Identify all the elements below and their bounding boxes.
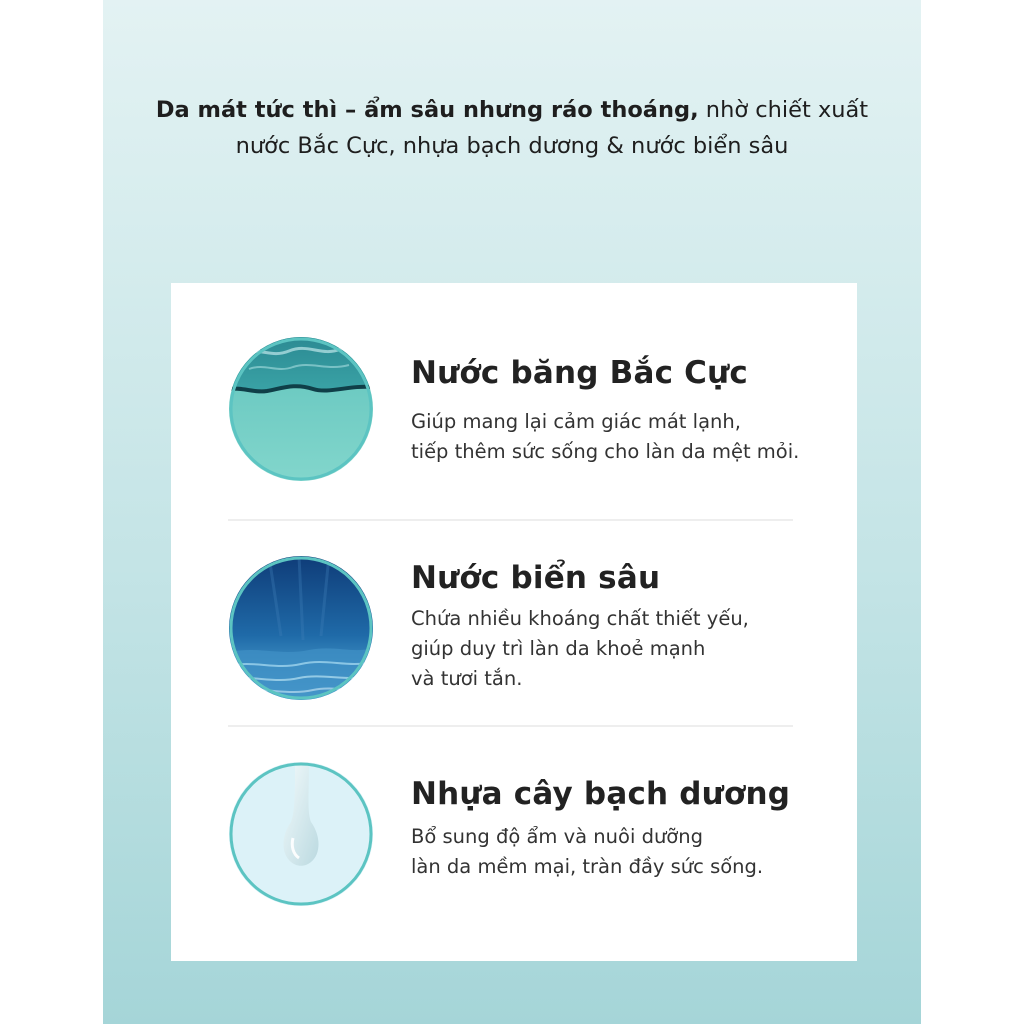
ingredient-deep-sea bbox=[171, 556, 857, 706]
headline-rest: nhờ chiết xuất bbox=[698, 97, 869, 123]
item-desc-line: tiếp thêm sức sống cho làn da mệt mỏi. bbox=[411, 440, 800, 463]
ingredient-arctic-water bbox=[171, 337, 857, 487]
headline-bold: Da mát tức thì – ẩm sâu nhưng ráo thoáng, bbox=[155, 97, 699, 123]
deep-sea-icon bbox=[229, 556, 373, 700]
birch-sap-drop-icon bbox=[229, 762, 373, 906]
item-desc-line: Chứa nhiều khoáng chất thiết yếu, bbox=[411, 607, 749, 630]
item-desc-line: và tươi tắn. bbox=[411, 667, 523, 690]
ingredients-card bbox=[171, 283, 857, 961]
item-description bbox=[411, 822, 841, 882]
arctic-water-icon bbox=[229, 337, 373, 481]
item-desc-line: Bổ sung độ ẩm và nuôi dưỡng bbox=[411, 825, 703, 848]
headline bbox=[103, 92, 921, 164]
item-description bbox=[411, 407, 841, 467]
item-desc-line: Giúp mang lại cảm giác mát lạnh, bbox=[411, 410, 741, 433]
headline-line-2: nước Bắc Cực, nhựa bạch dương & nước biển sâu bbox=[235, 133, 789, 159]
item-description bbox=[411, 604, 841, 694]
item-desc-line: làn da mềm mại, tràn đầy sức sống. bbox=[411, 855, 764, 878]
divider bbox=[228, 725, 793, 727]
item-desc-line: giúp duy trì làn da khoẻ mạnh bbox=[411, 637, 706, 660]
ingredient-birch-sap bbox=[171, 762, 857, 912]
item-title: Nước băng Bắc Cực bbox=[411, 355, 748, 391]
divider bbox=[228, 519, 793, 521]
content-panel bbox=[103, 0, 921, 1024]
headline-line-1 bbox=[103, 92, 921, 128]
item-title: Nước biển sâu bbox=[411, 560, 661, 596]
item-title: Nhựa cây bạch dương bbox=[411, 776, 791, 812]
